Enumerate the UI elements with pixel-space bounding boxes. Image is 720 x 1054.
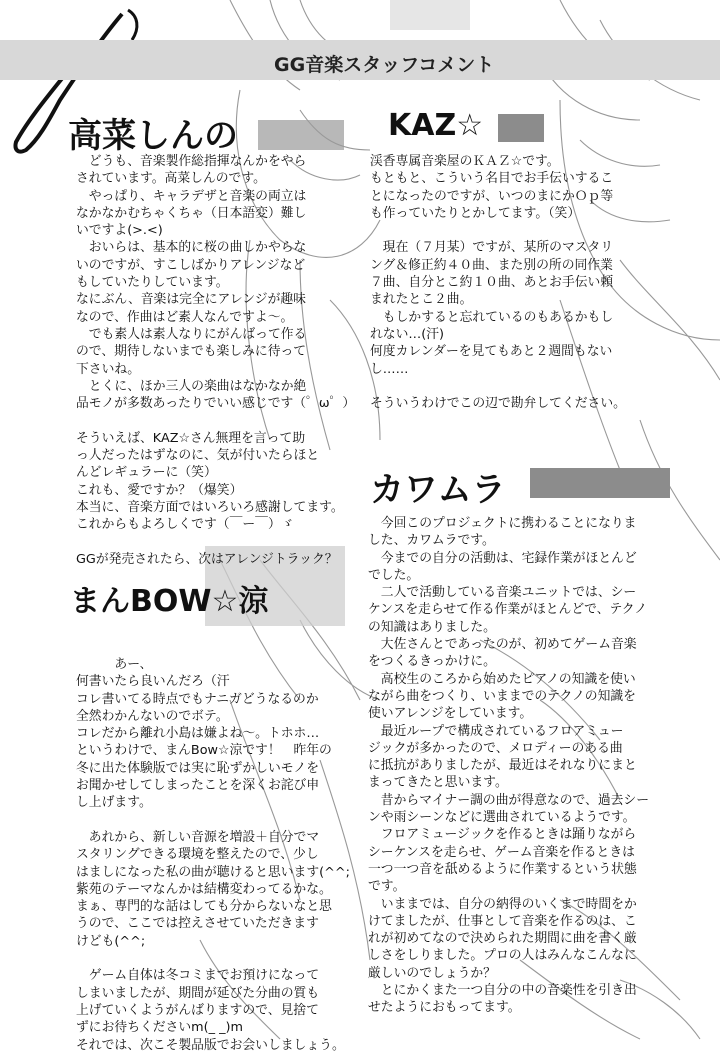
text-line: 今までの自分の活動は、宅録作業がほとんど [368,550,637,566]
text-line: し上げます。 [76,795,152,811]
text-line: お聞かせしてしまったことを深くお詫び申 [76,778,320,794]
text-line: 現在（７月某）ですが、某所のマスタリ [370,240,614,256]
heading-bar-kawamura [530,468,670,498]
text-line [370,222,626,239]
section-body-kaz [370,153,626,412]
text-line: そういうわけでこの辺で勘弁してください。 [370,396,626,412]
text-line: 品モノが多数あったりでいい感じです（゜ω゜） [76,396,356,412]
text-line: とくに、ほか三人の楽曲はなかなか絶 [76,378,307,394]
text-line: GGが発売されたら、次はアレンジトラック？ [76,551,338,567]
text-line: も作っていたりとかしてます。（笑） [370,205,581,221]
text-line: 高校生のころから始めたピアノの知識を使い [368,671,636,687]
section-body-ryo [76,656,350,1054]
text-line: 厳しいのでしょうか？ [368,965,496,981]
heading-bar-kaz [498,114,544,142]
section-body-kawamura [368,515,649,1017]
text-line: っ人だったはずなのに、気が付いたらほと [76,448,320,464]
text-line: 昔からマイナー調の曲が得意なので、過去シー [368,792,650,808]
text-line [370,378,626,395]
text-line: されています。高菜しんのです。 [76,171,266,187]
section-heading-ryo: まんBOW☆涼 [70,584,269,619]
text-line [76,412,355,429]
text-line: 渓香専属音楽屋のＫＡＺ☆です。 [370,154,560,169]
text-line: あー、 [76,657,153,672]
text-line: れが初めてなので決められた期間に曲を書く厳 [368,931,637,947]
text-line: まぁ、専門的な話はしても分からないなと思 [76,899,332,915]
text-line: 使いアレンジをしています。 [368,706,533,722]
text-line: 何書いたら良いんだろ（汗 [76,674,230,690]
text-line: ケンスを走らせて作る作業がほとんどで、テクノ [368,602,648,618]
page-title: GG音楽スタッフコメント [274,54,495,76]
text-line: です。 [368,879,406,895]
text-line: もしていたりしています。 [76,275,229,291]
text-line: をつくるきっかけに。 [368,654,496,670]
text-line: した、カワムラです。 [368,533,495,549]
text-line: スタリングできる環境を整えたので、少し [76,847,319,863]
text-line: おいらは、基本的に桜の曲しかやらな [76,240,307,256]
text-line: の知識はありました。 [368,619,496,635]
text-line: これも、愛ですか？（爆笑） [76,482,243,498]
text-line: あれから、新しい音源を増設＋自分でマ [76,829,320,845]
text-line: しまいましたが、期間が延びた分曲の質も [76,985,320,1001]
text-line: 二人で活動している音楽ユニットでは、シー [368,585,637,601]
text-line: まってきたと思います。 [368,775,508,791]
text-line: まれたとこ２曲。 [370,292,473,308]
section-heading-shin: 高菜しんの [68,116,238,156]
text-line: ンや雨シーンなどに選曲されているようです。 [368,810,636,826]
text-line: せたようにおもってます。 [368,1000,521,1016]
text-line: そういえば、KAZ☆さん無理を言って助 [76,430,306,446]
text-line: いままでは、自分の納得のいくまで時間をか [368,896,637,912]
text-line: 冬に出た体験版では実に恥ずかしいモノを [76,760,320,776]
text-line: シーケンスを走らせ、ゲーム音楽を作るときは [368,844,635,860]
text-line: れない…(汗) [370,326,444,342]
text-line: し…… [370,361,409,377]
text-line: ずにお待ちくださいm(_ _)m [76,1020,243,1036]
text-line: 何度カレンダーを見てもあと２週間もない [370,344,613,360]
section-heading-kaz: KAZ☆ [388,108,484,143]
text-line: なかなかむちゃくちゃ（日本語変）難し [76,205,307,221]
text-line: なにぶん、音楽は完全にアレンジが趣味 [76,292,306,308]
text-line: ジックが多かったので、メロディーのある曲 [368,740,623,756]
text-line: ７曲、自分とこ約１０曲、あとお手伝い頼 [370,275,614,291]
text-line: コレ書いてる時点でもナニガどうなるのか [76,691,319,707]
text-line: なので、作曲はど素人なんですよ～。 [76,309,294,325]
text-line: もしかすると忘れているのもあるかもし [370,309,614,325]
section-heading-kawamura: カワムラ [370,470,506,510]
text-line: いですよ(>.<) [76,223,163,239]
text-line: フロアミュージックを作るときは踊りながら [368,827,637,843]
section-body-shin [76,153,355,568]
text-line: ので、期待しないまでも楽しみに待って [76,344,307,360]
text-line: 紫苑のテーマなんかは結構変わってるかな。 [76,881,332,897]
text-line: ながら曲をつくり、いままでのテクノの知識を [368,688,636,704]
text-line: とにかくまた一つ自分の中の音楽性を引き出 [368,983,637,999]
text-line: 一つ一つ音を舐めるように作業するという状態 [368,861,637,877]
text-line: 今回このプロジェクトに携わることになりま [368,516,637,531]
text-line: 上げていくようがんばりますので、見捨て [76,1002,319,1018]
text-line: うので、ここでは控えさせていただきます [76,916,319,932]
text-line: けてましたが、仕事として音楽を作るのは、こ [368,913,637,929]
text-line: でした。 [368,567,420,583]
text-line: はましになった私の曲が聴けると思います(^^; [76,864,350,880]
text-line: 下さいね。 [76,361,140,377]
text-line: いのですが、すこしばかりアレンジなど [76,257,306,273]
text-line [76,812,350,829]
text-line: それでは、次こそ製品版でお会いしましょう。 [76,1037,345,1053]
text-line: でも素人は素人なりにがんばって作る [76,326,307,342]
text-line: もともと、こういう名目でお手伝いするこ [370,171,614,187]
heading-bar-shin [258,120,344,150]
text-line: やっぱり、キャラデザと音楽の両立は [76,188,307,204]
text-line: これからもよろしくです（￣ー￣）ゞ [76,517,294,533]
text-line [76,950,350,967]
text-line: どうも、音楽製作総指揮なんかをやら [76,154,307,169]
text-line: 最近ループで構成されているフロアミュー [368,723,624,739]
text-line: とになったのですが、いつのまにかＯｐ等 [370,188,614,204]
text-line: に抵抗がありましたが、最近はそれなりにまと [368,758,637,774]
text-line: コレだから離れ小島は嫌よね～。トホホ… [76,726,320,742]
text-line: ング＆修正約４０曲、また別の所の同作業 [370,257,613,273]
text-line: ゲーム自体は冬コミまでお預けになって [76,968,320,984]
text-line: しさをしりました。プロの人はみんなこんなに [368,948,637,964]
text-line: というわけで、まんBow☆涼です！ 昨年の [76,743,332,759]
text-line: 大佐さんとであったのが、初めてゲーム音楽 [368,637,637,653]
text-line [76,534,355,551]
text-line: けども(^^; [76,933,146,949]
text-line: 全然わかんないのでボテ。 [76,708,229,724]
text-line: 本当に、音楽方面ではいろいろ感謝してます。 [76,499,344,515]
text-line: んどレギュラーに（笑） [76,465,217,481]
